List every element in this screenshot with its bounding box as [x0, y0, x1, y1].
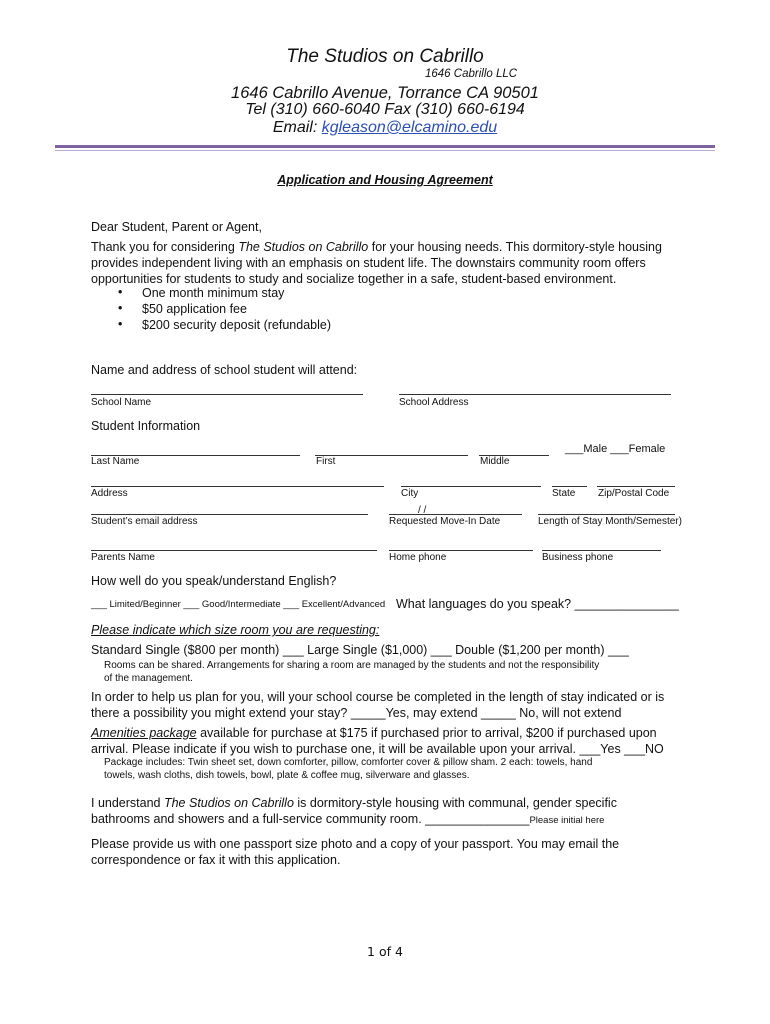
business-phone-field[interactable]: [542, 550, 661, 551]
address-label: Address: [91, 488, 128, 499]
move-in-date-slashes: / /: [418, 505, 427, 516]
school-heading: Name and address of school student will attend:: [91, 363, 358, 377]
zip-label: Zip/Postal Code: [598, 488, 670, 499]
amenities-label: Amenities package: [91, 726, 197, 740]
room-note-line-1: Rooms can be shared. Arrangements for sharing a room are managed by the students and not the responsibility: [104, 660, 600, 671]
student-info-heading: Student Information: [91, 419, 201, 433]
passport-line-1: Please provide us with one passport size photo and a copy of your passport. You may email the: [91, 837, 620, 851]
extend-line-1: In order to help us plan for you, will your school course be completed in the length of stay indicated or is: [91, 690, 665, 704]
page-number: 1 of 4: [367, 944, 403, 959]
first-name-label: First: [316, 456, 336, 467]
understand-property-name: The Studios on Cabrillo: [163, 796, 294, 810]
english-question: How well do you speak/understand English?: [91, 574, 337, 588]
phone-fax: Tel (310) 660-6040 Fax (310) 660-6194: [245, 101, 525, 118]
address-field[interactable]: [91, 486, 384, 487]
understand-text-c: bathrooms and showers and a full-service community room. _______________: [91, 812, 530, 826]
bullet-item: One month minimum stay: [142, 286, 285, 300]
business-phone-label: Business phone: [542, 552, 614, 563]
header-divider-shadow: [55, 150, 715, 151]
bullet-item: $200 security deposit (refundable): [142, 318, 332, 332]
room-options[interactable]: Standard Single ($800 per month) ___ Large Single ($1,000) ___ Double ($1,200 per month) ___: [91, 643, 629, 657]
property-name: The Studios on Cabrillo: [286, 46, 484, 67]
parents-name-label: Parents Name: [91, 552, 155, 563]
intro-paragraph: [91, 239, 711, 287]
school-address-field[interactable]: [399, 394, 671, 395]
room-note: [104, 659, 599, 685]
school-name-field[interactable]: [91, 394, 363, 395]
email-line: [0, 119, 770, 137]
move-in-date-label: Requested Move-In Date: [389, 516, 501, 527]
english-level-options[interactable]: ___ Limited/Beginner ___ Good/Intermediate ___ Excellent/Advanced: [91, 599, 386, 610]
understand-paragraph: [91, 795, 617, 829]
greeting: Dear Student, Parent or Agent,: [91, 220, 262, 234]
student-email-field[interactable]: [91, 514, 368, 515]
understand-line-2[interactable]: [91, 811, 617, 829]
passport-line-2: correspondence or fax it with this application.: [91, 853, 341, 867]
room-heading: Please indicate which size room you are requesting:: [91, 623, 380, 637]
intro-line-3: opportunities for students to study and socialize together in a safe, student-based environment.: [91, 272, 617, 286]
city-label: City: [401, 488, 419, 499]
understand-line-1: [91, 795, 617, 811]
document-title: Application and Housing Agreement: [277, 173, 493, 187]
last-name-label: Last Name: [91, 456, 140, 467]
amenities-note-line-2: towels, wash cloths, dish towels, bowl, plate & coffee mug, silverware and glasses.: [104, 770, 470, 781]
first-name-field[interactable]: [315, 455, 468, 456]
amenities-text: available for purchase at $175 if purchased prior to arrival, $200 if purchased upon: [196, 726, 657, 740]
parents-name-field[interactable]: [91, 550, 377, 551]
length-of-stay-field[interactable]: [538, 514, 675, 515]
state-label: State: [552, 488, 576, 499]
intro-text-a: Thank you for considering: [91, 240, 239, 254]
move-in-date-field[interactable]: [389, 514, 522, 515]
bullet-icon: •: [118, 285, 123, 299]
amenities-line-2[interactable]: arrival. Please indicate if you wish to purchase one, it will be available upon your arrival. ___Yes ___NO: [91, 742, 664, 756]
understand-text-b: is dormitory-style housing with communal, gender specific: [293, 796, 617, 810]
bullet-icon: •: [118, 317, 123, 331]
email-link[interactable]: kgleason@elcamino.edu: [321, 119, 498, 136]
header-divider: [55, 145, 715, 148]
amenities-note: [104, 756, 592, 782]
room-note-line-2: of the management.: [104, 673, 193, 684]
initial-here-label: Please initial here: [529, 815, 605, 826]
state-field[interactable]: [552, 486, 587, 487]
intro-line-1: [91, 239, 711, 255]
gender-options[interactable]: ___Male ___Female: [565, 443, 666, 455]
school-name-label: School Name: [91, 397, 152, 408]
student-email-label: Student’s email address: [91, 516, 198, 527]
intro-line-2: provides independent living with an emphasis on student life. The downstairs community room offers: [91, 256, 646, 270]
passport-paragraph: [91, 836, 619, 868]
intro-property-name: The Studios on Cabrillo: [238, 240, 369, 254]
intro-text-b: for your housing needs. This dormitory-style housing: [368, 240, 662, 254]
amenities-line-1: [91, 725, 664, 741]
amenities-note-line-1: Package includes: Twin sheet set, down comforter, pillow, comforter cover & pillow sham. 2 each: towels, hand: [104, 757, 593, 768]
languages-question[interactable]: What languages do you speak? _______________: [396, 597, 679, 611]
property-address: 1646 Cabrillo Avenue, Torrance CA 90501: [231, 84, 539, 102]
school-address-label: School Address: [399, 397, 469, 408]
company-name: 1646 Cabrillo LLC: [425, 68, 518, 80]
middle-name-label: Middle: [480, 456, 510, 467]
extend-paragraph: [91, 689, 664, 721]
understand-text-a: I understand: [91, 796, 164, 810]
home-phone-label: Home phone: [389, 552, 447, 563]
zip-field[interactable]: [597, 486, 675, 487]
city-field[interactable]: [401, 486, 541, 487]
amenities-paragraph: [91, 725, 664, 757]
home-phone-field[interactable]: [389, 550, 533, 551]
length-of-stay-label: Length of Stay Month/Semester): [538, 516, 682, 527]
email-label: Email:: [272, 119, 322, 136]
bullet-icon: •: [118, 301, 123, 315]
bullet-item: $50 application fee: [142, 302, 247, 316]
extend-line-2[interactable]: there a possibility you might extend your stay? _____Yes, may extend _____ No, will not extend: [91, 706, 622, 720]
